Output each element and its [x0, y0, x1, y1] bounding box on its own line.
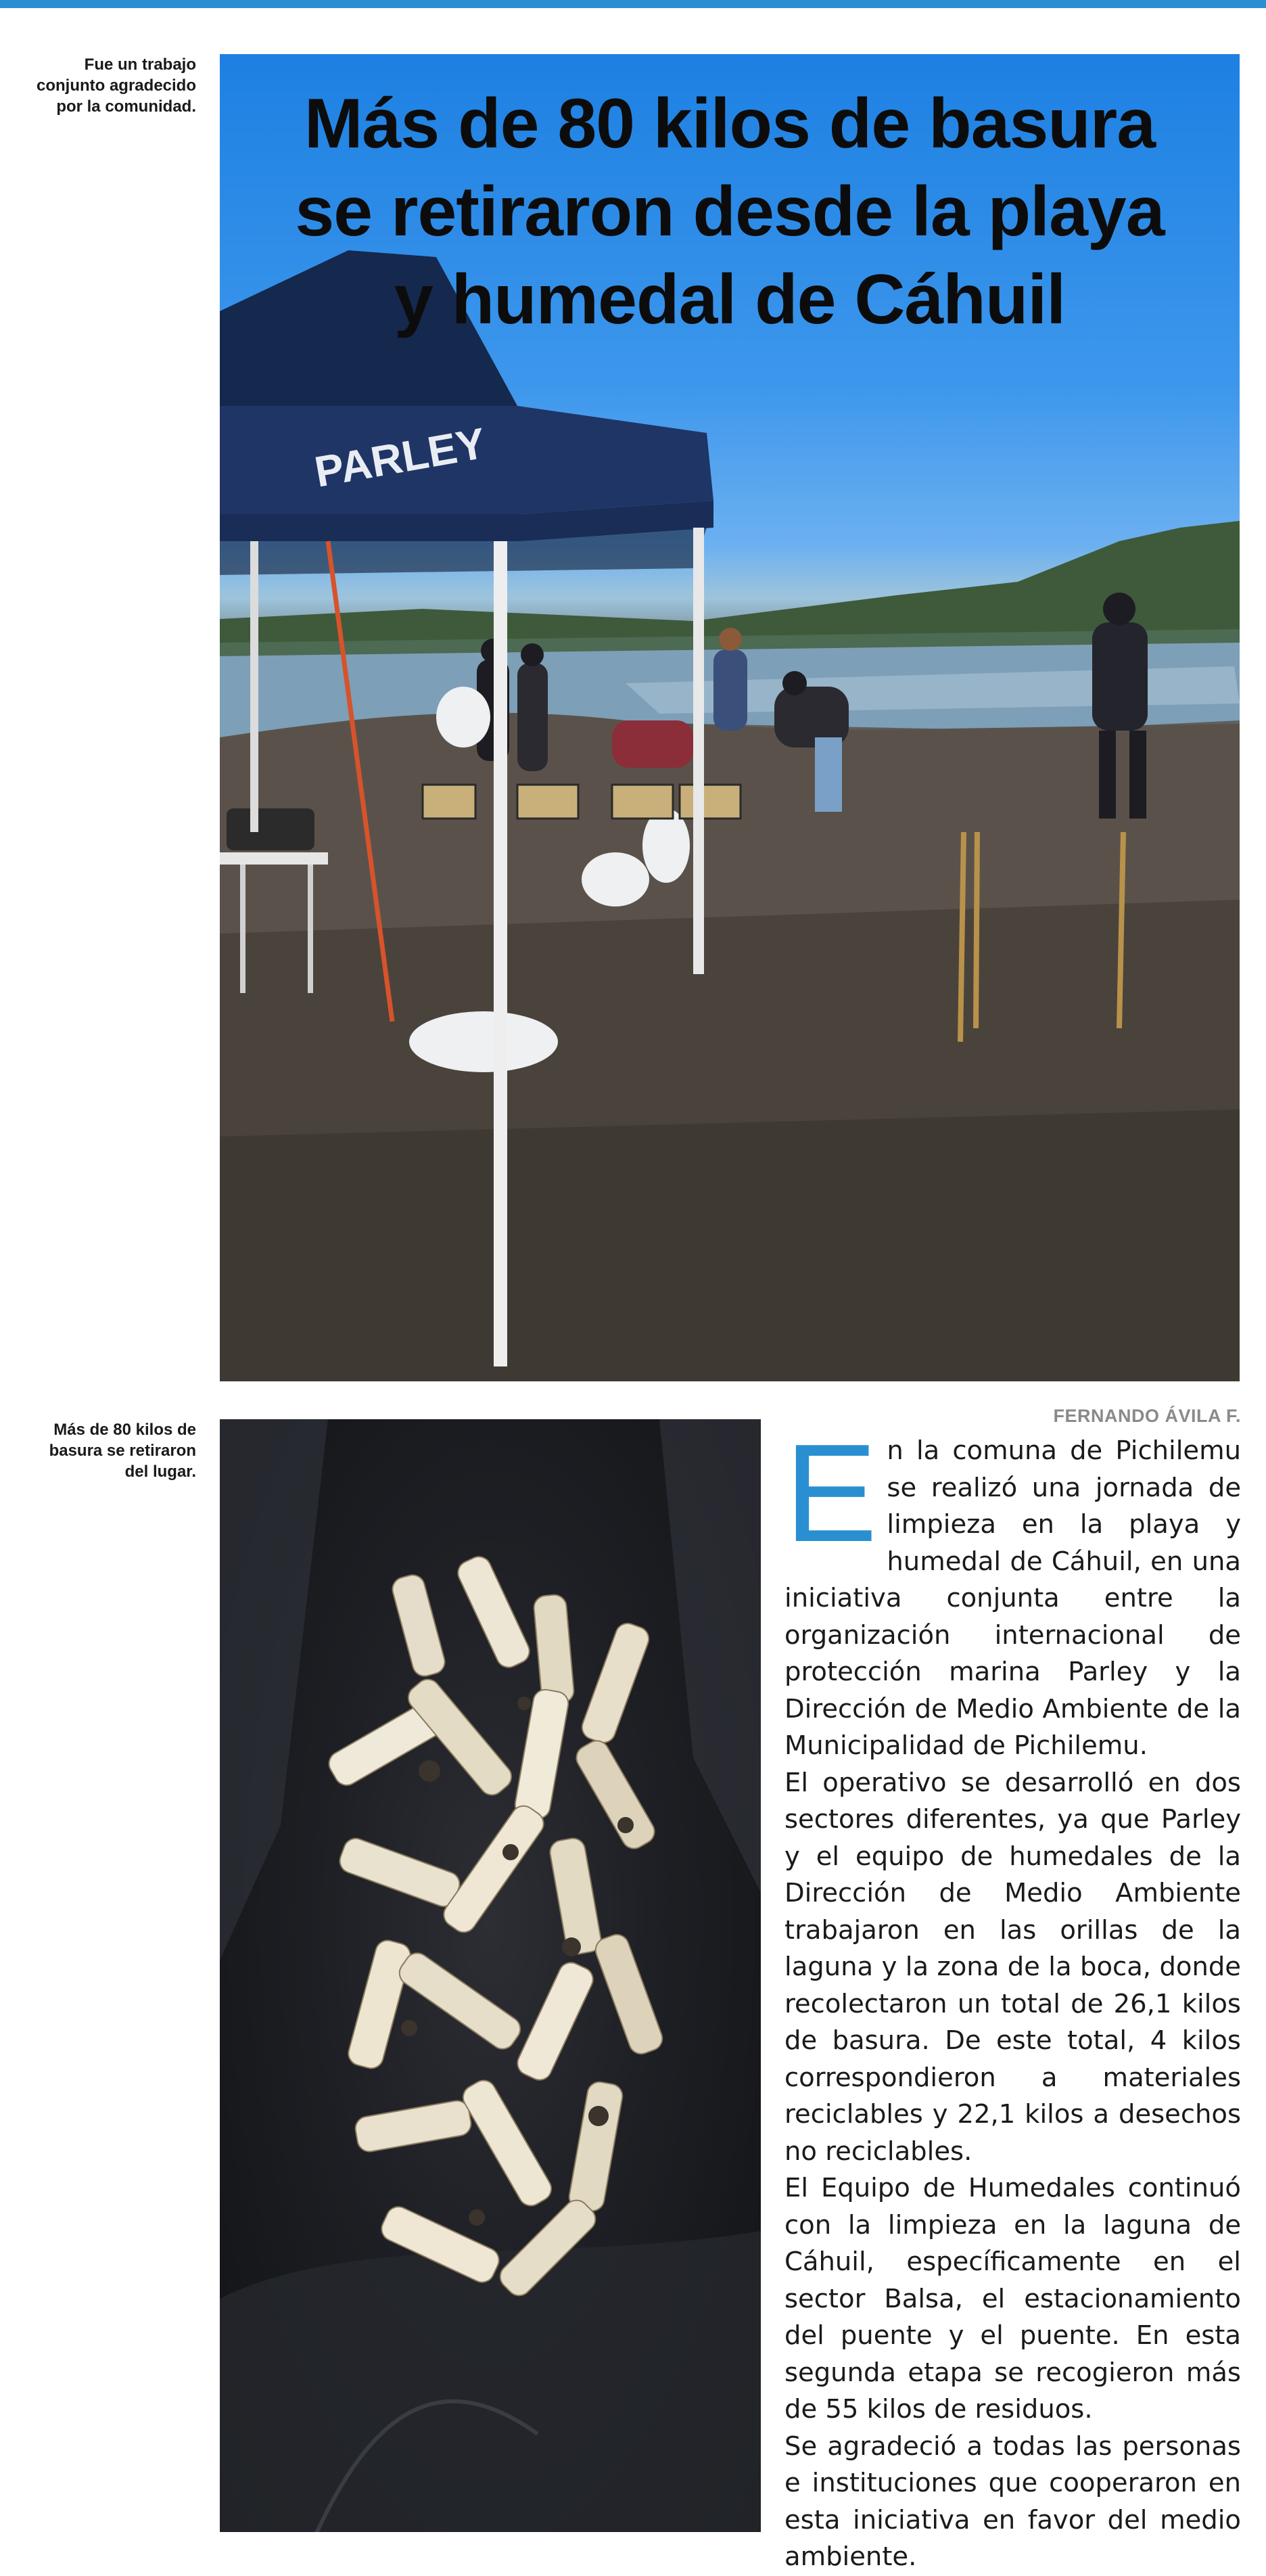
tent-leg-front [494, 541, 507, 1366]
headline [220, 80, 1240, 344]
bag-fold-left [220, 1419, 328, 1960]
article-paragraph-1-text: n la comuna de Pichilemu se realizó una jornada de limpieza en la playa y humedal de Cáhuil, en una iniciativa conjunta entre la organización internacional de protección marina Parley y la Dirección de Medio Ambiente de la Municipalidad de Pichilemu. [784, 1435, 1241, 1761]
top-accent-rule [0, 0, 1266, 8]
article-paragraph-2: El operativo se desarrolló en dos sectores diferentes, ya que Parley y el equipo de humedales de la Dirección de Medio Ambiente trabajaron en las orillas de la laguna y la zona de la boca, donde recolectaron un total de 26,1 kilos de basura. De este total, 4 kilos correspondieron a materiales reciclables y 22,1 kilos a desechos no reciclables. [784, 1767, 1241, 2167]
headline-line-2: se retiraron desde la playa [295, 172, 1165, 251]
cigarette-butts [325, 1552, 665, 2300]
byline: FERNANDO ÁVILA F. [1053, 1406, 1241, 1426]
headline-line-1: Más de 80 kilos de basura [304, 85, 1156, 163]
tent-leg-right [693, 528, 704, 974]
bag-fold-right [659, 1419, 761, 1893]
hero-photo [220, 54, 1240, 1381]
drop-cap: E [784, 1415, 878, 1571]
photo-caption-bottom: Más de 80 kilos de basura se retiraron del lugar. [49, 1421, 196, 1481]
article-paragraph-3: El Equipo de Humedales continuó con la limpieza en la laguna de Cáhuil, específicamente en el sector Balsa, el estacionamiento del puente y el puente. En esta segunda etapa se recogieron más de 55 kilos de residuos. [784, 2173, 1241, 2424]
article-paragraph-4: Se agradeció a todas las personas e instituciones que cooperaron en esta iniciativa en favor del medio ambiente. [784, 2431, 1241, 2572]
tent-leg-back [250, 541, 258, 832]
headline-line-3: y humedal de Cáhuil [394, 260, 1066, 339]
cigarette-butts-illustration [220, 1419, 761, 2532]
cigarette-butts-photo [220, 1419, 761, 2532]
photo-caption-top: Fue un trabajo conjunto agradecido por la comunidad. [36, 55, 196, 116]
tent-brand-text: PARLEY [310, 418, 490, 497]
